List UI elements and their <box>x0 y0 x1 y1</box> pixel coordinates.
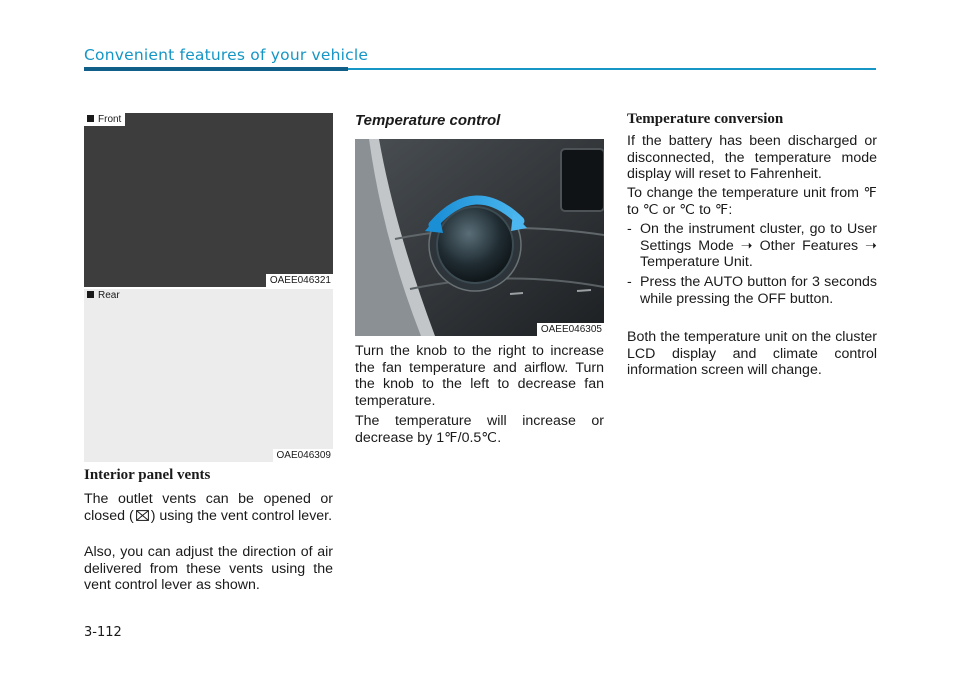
conversion-paragraph-2: To change the temperature unit from ℉ to ℃ or ℃ to ℉: <box>627 185 877 218</box>
vent-closed-icon <box>136 510 149 521</box>
header-rule-light <box>348 68 876 70</box>
conversion-paragraph-1: If the battery has been discharged or disconnected, the temperature mode display will reset to Fahrenheit. <box>627 133 877 182</box>
conversion-paragraph-3: Both the temperature unit on the cluster LCD display and climate control information screen will change. <box>627 329 877 378</box>
knob-figure-code: OAEE046305 <box>537 323 604 336</box>
front-figure-tag: Front <box>84 113 125 126</box>
interior-vents-heading: Interior panel vents <box>84 467 211 483</box>
temperature-control-paragraph-1: Turn the knob to the right to increase the fan temperature and airflow. Turn the knob to the left to decrease fan temperature. <box>355 343 604 409</box>
conversion-step-1: - On the instrument cluster, go to User Settings Mode ➝ Other Features ➝ Temperature Unit. <box>627 221 877 270</box>
temperature-conversion-heading: Temperature conversion <box>627 111 784 127</box>
knob-illustration <box>355 139 604 336</box>
rear-vent-figure <box>84 289 333 462</box>
rear-figure-code: OAE046309 <box>273 449 334 462</box>
page-number: 3-112 <box>84 625 122 640</box>
vents-paragraph-1: The outlet vents can be opened or closed ( ) using the vent control lever. <box>84 491 333 524</box>
conversion-step-2: - Press the AUTO button for 3 seconds while pressing the OFF button. <box>627 274 877 307</box>
temperature-control-paragraph-2: The temperature will increase or decrease by 1℉/0.5℃. <box>355 413 604 446</box>
rear-figure-tag: Rear <box>84 289 124 302</box>
front-vent-figure <box>84 113 333 287</box>
section-header: Convenient features of your vehicle <box>84 46 369 64</box>
vents-paragraph-2: Also, you can adjust the direction of air delivered from these vents using the vent control lever as shown. <box>84 544 333 593</box>
front-figure-code: OAEE046321 <box>266 274 333 287</box>
temperature-control-heading: Temperature control <box>355 112 501 129</box>
temperature-knob-figure <box>355 139 604 336</box>
header-rule-dark <box>84 67 348 71</box>
